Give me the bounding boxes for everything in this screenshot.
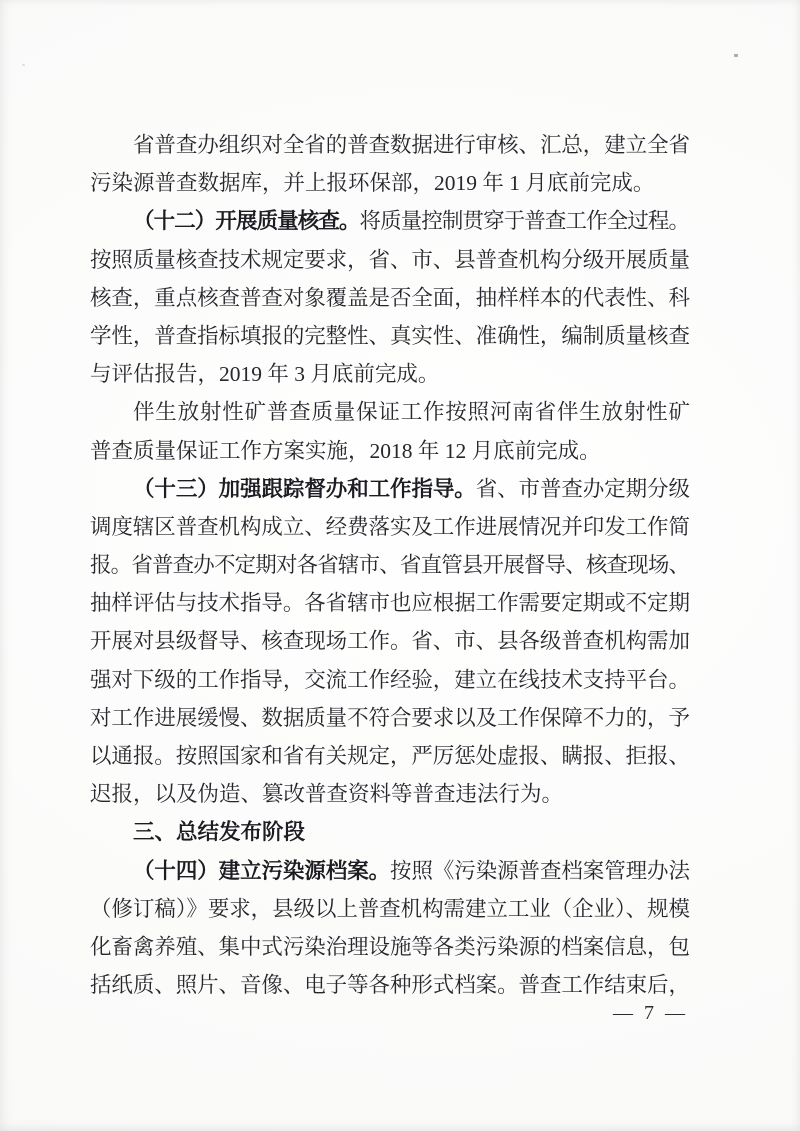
- document-text-line: [90, 355, 690, 393]
- document-text-line: [90, 737, 690, 775]
- document-text-line: [90, 202, 690, 240]
- document-text-line: [90, 279, 690, 317]
- body-text-run: 核查，重点核查普查对象覆盖是否全面，抽样样本的代表性、科: [90, 285, 690, 310]
- document-text-line: [90, 546, 690, 584]
- document-text-line: [90, 622, 690, 660]
- document-text-line: [90, 966, 690, 1004]
- bold-heading-run: 三、总结发布阶段: [133, 820, 306, 845]
- document-text-line: [90, 775, 690, 813]
- bold-heading-run: （十四）建立污染源档案。: [133, 858, 391, 883]
- body-text-run: 化畜禽养殖、集中式污染治理设施等各类污染源的档案信息，包: [90, 934, 690, 959]
- body-text-run: 省普查办组织对全省的普查数据进行审核、汇总，建立全省: [133, 133, 690, 157]
- document-text-line: [90, 508, 690, 546]
- body-text-run: 调度辖区普查机构成立、经费落实及工作进展情况并印发工作简: [90, 514, 690, 539]
- body-text-run: 污染源普查数据库，并上报环保部，2019 年 1 月底前完成。: [90, 171, 655, 196]
- document-text-line: [90, 317, 690, 355]
- bold-heading-run: （十二）开展质量核查。: [133, 209, 360, 234]
- document-text-line: [90, 432, 690, 470]
- document-text-line: [90, 393, 690, 431]
- document-text-line: [90, 661, 690, 699]
- scan-speck: [734, 54, 738, 57]
- body-text-run: 普查质量保证工作方案实施，2018 年 12 月底前完成。: [90, 438, 601, 463]
- body-text-run: 括纸质、照片、音像、电子等各种形式档案。普查工作结束后，: [90, 973, 690, 998]
- scan-speck: [22, 64, 25, 66]
- document-text-line: [90, 852, 690, 890]
- document-text-line: [90, 241, 690, 279]
- bold-heading-run: （十三）加强跟踪督办和工作指导。: [133, 476, 476, 501]
- body-text-run: 伴生放射性矿普查质量保证工作按照河南省伴生放射性矿: [133, 400, 691, 425]
- document-text-line: [90, 126, 690, 164]
- page-number: — 7 —: [613, 1002, 688, 1024]
- body-text-run: 报。省普查办不定期对各省辖市、省直管县开展督导、核查现场、: [90, 553, 690, 578]
- document-text-line: [90, 584, 690, 622]
- document-text-line: [90, 813, 690, 851]
- body-text-run: 开展对县级督导、核查现场工作。省、市、县各级普查机构需加: [90, 629, 690, 654]
- document-body: [90, 126, 690, 1004]
- body-text-run: 强对下级的工作指导，交流工作经验，建立在线技术支持平台。: [90, 667, 690, 692]
- body-text-run: 省、市普查办定期分级: [475, 476, 690, 501]
- document-text-line: [90, 699, 690, 737]
- body-text-run: 对工作进展缓慢、数据质量不符合要求以及工作保障不力的，予: [90, 705, 690, 730]
- body-text-run: 按照《污染源普查档案管理办法: [390, 858, 690, 883]
- body-text-run: 迟报，以及伪造、篡改普查资料等普查违法行为。: [90, 782, 564, 807]
- body-text-run: 与评估报告，2019 年 3 月底前完成。: [90, 362, 440, 387]
- body-text-run: 抽样评估与技术指导。各省辖市也应根据工作需要定期或不定期: [90, 591, 690, 616]
- body-text-run: （修订稿）》要求，县级以上普查机构需建立工业（企业）、规模: [90, 896, 690, 921]
- document-text-line: [90, 470, 690, 508]
- document-text-line: [90, 928, 690, 966]
- document-text-line: [90, 890, 690, 928]
- body-text-run: 学性，普查指标填报的完整性、真实性、准确性，编制质量核查: [90, 323, 690, 348]
- body-text-run: 按照质量核查技术规定要求，省、市、县普查机构分级开展质量: [90, 247, 690, 272]
- document-text-line: [90, 164, 690, 202]
- body-text-run: 以通报。按照国家和省有关规定，严厉惩处虚报、瞒报、拒报、: [90, 744, 690, 768]
- body-text-run: 将质量控制贯穿于普查工作全过程。: [359, 209, 690, 234]
